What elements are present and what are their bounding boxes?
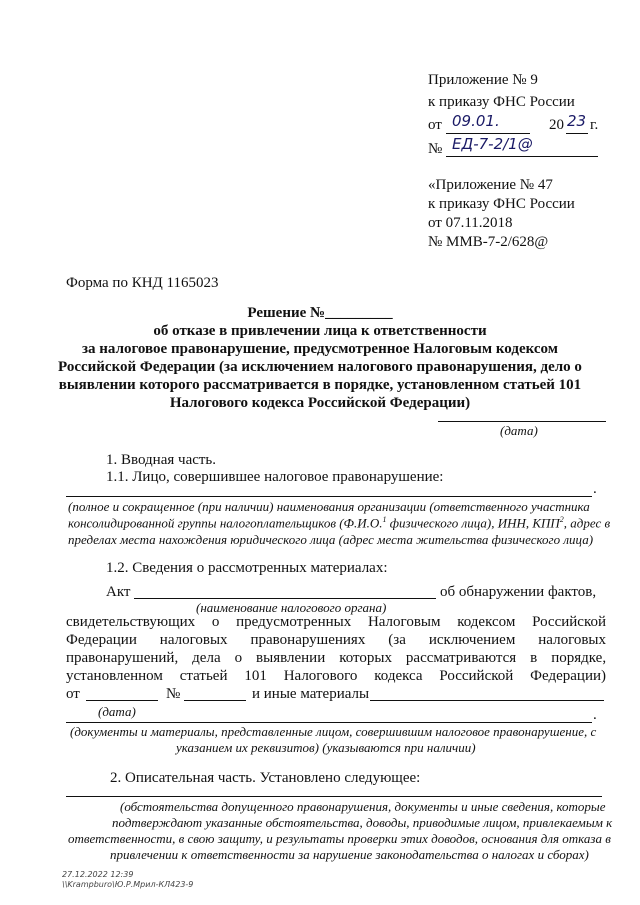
section2-note-3: ответственности, в свою защиту, и результаты проверки этих доводов, основания для отказа в: [68, 831, 611, 846]
footnote-2: 2: [559, 515, 564, 524]
decision-date-line: [438, 421, 606, 422]
appendix-num-prefix: №: [428, 141, 443, 157]
word: статьей: [179, 668, 228, 684]
appendix-date-prefix: от: [428, 117, 442, 133]
appendix-date-handwritten: 09.01.: [452, 112, 500, 130]
prior-appendix-title: «Приложение № 47: [428, 177, 553, 193]
section1-sub: 1.1. Лицо, совершившее налоговое правонарушение:: [106, 469, 444, 485]
section1-note-2b: физического лица), ИНН, КПП: [386, 515, 560, 531]
section1-note-1: (полное и сокращенное (при наличии) наименования организации (ответственного участника: [68, 499, 590, 514]
section12-docs-2: указанием их реквизитов) (указываются при наличии): [176, 740, 476, 755]
word: порядке,: [551, 650, 607, 666]
footer-timestamp: 27.12.2022 12:39: [62, 870, 134, 879]
word: налоговых: [538, 632, 607, 648]
section12-para-1: [66, 614, 606, 631]
decision-line-3: Российской Федерации (за исключением налогового правонарушения, дело о: [58, 359, 582, 375]
word: выявлении: [256, 650, 326, 666]
section1-note-2c: , адрес в: [563, 515, 611, 531]
word: Федерации): [530, 668, 607, 684]
word: о: [234, 650, 243, 666]
word: 101: [244, 668, 267, 684]
section2-line: [66, 796, 602, 797]
footer-path: \\Krampburo\Ю.Р.Мрил-КЛ423-9: [62, 880, 194, 889]
decision-title: Решение №_________: [247, 305, 393, 321]
word: (за: [388, 632, 406, 648]
decision-line-2: за налоговое правонарушение, предусмотренное Налоговым кодексом: [82, 341, 558, 357]
prior-appendix-date: от 07.11.2018: [428, 215, 513, 231]
section1-note-2: [68, 515, 610, 531]
section1-note-3: пределах места нахождения юридического лица (адрес места жительства физического лица): [68, 532, 594, 547]
section1-note-2a: консолидированной группы налогоплательщиков (Ф.И.О.: [68, 515, 383, 531]
word: кодексом: [457, 614, 516, 630]
appendix-year-suffix: г.: [590, 117, 599, 133]
appendix-year-handwritten: 23: [567, 112, 587, 130]
word: в: [530, 650, 538, 666]
word: правонарушениях: [250, 632, 366, 648]
word: налоговых: [159, 632, 228, 648]
appendix-date-line: [446, 133, 530, 134]
word: Налогового: [283, 668, 358, 684]
section1-heading: 1. Вводная часть.: [106, 452, 217, 468]
word: исключением: [428, 632, 516, 648]
decision-line-1: об отказе в привлечении лица к ответственности: [153, 323, 487, 339]
section12-num: №: [166, 686, 181, 702]
section2-note-4: привлечении к ответственности за нарушение законодательства о налогах и сборах): [110, 847, 589, 862]
word: рассматриваются: [405, 650, 517, 666]
section12-dot: .: [593, 707, 597, 723]
word: Федерации: [66, 632, 137, 648]
word: предусмотренных: [236, 614, 352, 630]
appendix-num-handwritten: ЕД-7-2/1@: [452, 135, 533, 153]
section12-num-line: [184, 700, 246, 701]
section1-person-line: [66, 496, 592, 497]
section12-act-tail: об обнаружении фактов,: [440, 584, 597, 600]
word: о: [211, 614, 220, 630]
section12-other: и иные материалы: [252, 686, 370, 702]
word: правонарушений,: [66, 650, 179, 666]
section12-from: от: [66, 686, 80, 702]
decision-date-caption: (дата): [500, 423, 538, 438]
word: Российской: [439, 668, 514, 684]
section1-dot: .: [593, 481, 597, 497]
word: установленном: [66, 668, 163, 684]
appendix-order: к приказу ФНС России: [428, 94, 575, 110]
prior-appendix-number: № ММВ-7-2/628@: [428, 234, 549, 250]
prior-appendix-order: к приказу ФНС России: [428, 196, 575, 212]
section12-docs-1: (документы и материалы, представленные лицом, совершившим налоговое правонарушение, с: [70, 724, 597, 739]
section12-para-3: [66, 650, 606, 667]
decision-line-5: Налогового кодекса Российской Федерации): [169, 395, 471, 411]
section12-para-4: [66, 668, 606, 685]
section12-from-date-line: [86, 700, 158, 701]
appendix-year-prefix: 20: [549, 117, 564, 133]
section12-act-line: [134, 598, 436, 599]
section2-note-2: подтверждают указанные обстоятельства, доводы, приводимые лицом, привлекаемым к: [112, 815, 613, 830]
appendix-year-line: [566, 133, 588, 134]
form-code: Форма по КНД 1165023: [66, 275, 219, 291]
word: свидетельствующих: [66, 614, 196, 630]
section2-heading: 2. Описательная часть. Установлено следующее:: [110, 770, 421, 786]
section12-date-caption: (дата): [98, 704, 136, 719]
section12-para-2: [66, 632, 606, 649]
decision-line-4: выявлении которого рассматривается в порядке, установленном статьей 101: [58, 377, 582, 393]
section12-docs-line: [66, 722, 592, 723]
word: Российской: [532, 614, 607, 630]
section2-note-1: (обстоятельства допущенного правонарушения, документы и иные сведения, которые: [120, 799, 606, 814]
section12-heading: 1.2. Сведения о рассмотренных материалах:: [106, 560, 388, 576]
word: Налоговым: [367, 614, 441, 630]
section12-organ-caption: (наименование налогового органа): [196, 600, 387, 615]
word: дела: [192, 650, 221, 666]
word: кодекса: [374, 668, 423, 684]
word: которых: [339, 650, 392, 666]
appendix-num-line: [446, 156, 598, 157]
appendix-title: Приложение № 9: [428, 72, 538, 88]
section12-other-line: [370, 700, 604, 701]
footnote-1: 1: [382, 515, 387, 524]
section12-act: Акт: [106, 584, 131, 600]
